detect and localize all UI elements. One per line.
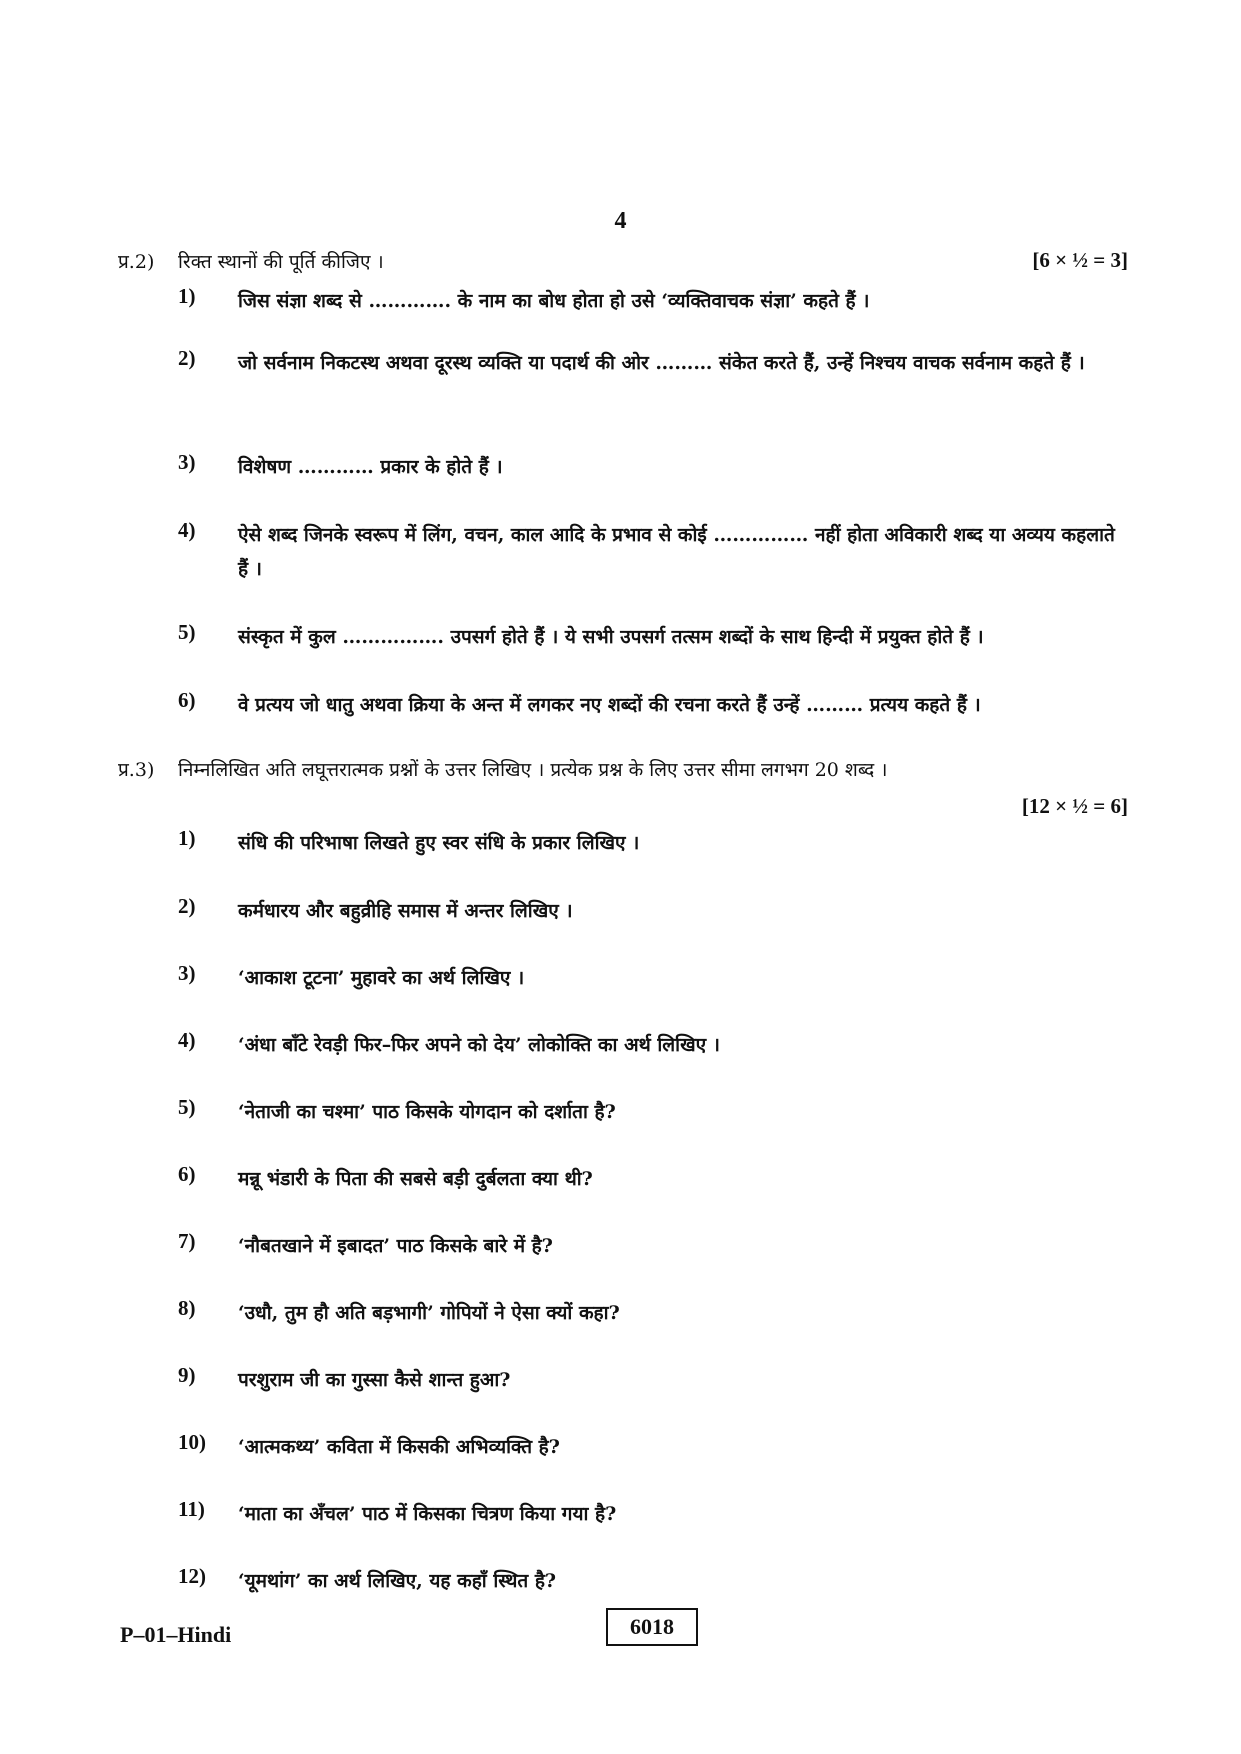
- question-2-header: [118, 248, 1128, 282]
- q3-item-3: [178, 961, 1128, 995]
- q3-item-10-number: 10): [178, 1430, 206, 1454]
- paper-number-box: 6018: [606, 1608, 698, 1646]
- q3-item-5: [178, 1095, 1128, 1129]
- q3-item-7-number: 7): [178, 1229, 196, 1253]
- question-2-marks: [6 × ½ = 3]: [1032, 248, 1128, 272]
- question-3-prompt: निम्नलिखित अति लघूत्तरात्मक प्रश्नों के उत्तर लिखिए । प्रत्येक प्रश्न के लिए उत्तर सीमा लगभग 20 शब्द ।: [178, 759, 888, 781]
- q3-item-7: [178, 1229, 1128, 1263]
- q2-item-4-number: 4): [178, 518, 196, 542]
- q3-item-12: [178, 1564, 1128, 1598]
- question-2-prompt: रिक्त स्थानों की पूर्ति कीजिए ।: [178, 251, 384, 273]
- q2-item-2-text: जो सर्वनाम निकटस्थ अथवा दूरस्थ व्यक्ति या पदार्थ की ओर ……… संकेत करते हैं, उन्हें निश्चय वाचक सर्वनाम कहते हैं ।: [238, 352, 1085, 374]
- q3-item-12-text: ‘यूमथांग’ का अर्थ लिखिए, यह कहाँ स्थित है?: [238, 1570, 557, 1592]
- q2-item-4: [178, 518, 1128, 586]
- q2-item-3-text: विशेषण ………… प्रकार के होते हैं ।: [238, 456, 503, 478]
- q3-item-3-number: 3): [178, 961, 196, 985]
- q3-item-9-text: परशुराम जी का गुस्सा कैसे शान्त हुआ?: [238, 1369, 511, 1391]
- q3-item-11-number: 11): [178, 1497, 205, 1521]
- q3-item-4: [178, 1028, 1128, 1062]
- q3-item-4-number: 4): [178, 1028, 196, 1052]
- q2-item-4-text: ऐसे शब्द जिनके स्वरूप में लिंग, वचन, काल आदि के प्रभाव से कोई …………… नहीं होता अविकारी शब्द या अव्यय कहलाते हैं ।: [238, 524, 1115, 580]
- question-3-label: प्र.3): [118, 759, 155, 781]
- q3-item-10: [178, 1430, 1128, 1464]
- question-3-marks: [12 × ½ = 6]: [1021, 794, 1128, 818]
- q3-item-5-number: 5): [178, 1095, 196, 1119]
- q3-item-7-text: ‘नौबतखाने में इबादत’ पाठ किसके बारे में है?: [238, 1235, 553, 1257]
- q3-item-1-text: संधि की परिभाषा लिखते हुए स्वर संधि के प्रकार लिखिए ।: [238, 832, 640, 854]
- q2-item-3-number: 3): [178, 450, 196, 474]
- q2-item-1-number: 1): [178, 284, 196, 308]
- q3-item-11-text: ‘माता का अँचल’ पाठ में किसका चित्रण किया गया है?: [238, 1503, 617, 1525]
- q3-item-8: [178, 1296, 1128, 1330]
- q3-item-9-number: 9): [178, 1363, 196, 1387]
- q3-item-2-number: 2): [178, 894, 196, 918]
- q3-item-9: [178, 1363, 1128, 1397]
- q3-item-11: [178, 1497, 1128, 1531]
- q2-item-6-text: वे प्रत्यय जो धातु अथवा क्रिया के अन्त में लगकर नए शब्दों की रचना करते हैं उन्हें ……… प्रत्यय कहते हैं ।: [238, 694, 981, 716]
- q3-item-10-text: ‘आत्मकथ्य’ कविता में किसकी अभिव्यक्ति है?: [238, 1436, 560, 1458]
- q2-item-6: [178, 688, 1128, 722]
- page-number: 4: [614, 208, 627, 234]
- q3-item-8-number: 8): [178, 1296, 196, 1320]
- q3-item-2: [178, 894, 1128, 928]
- q2-item-5-number: 5): [178, 620, 196, 644]
- q2-item-1-text: जिस संज्ञा शब्द से …………. के नाम का बोध होता हो उसे ‘व्यक्तिवाचक संज्ञा’ कहते हैं ।: [238, 290, 870, 312]
- q3-item-6-text: मन्नू भंडारी के पिता की सबसे बड़ी दुर्बलता क्या थी?: [238, 1168, 593, 1190]
- q2-item-2: [178, 346, 1128, 380]
- q2-item-1: [178, 284, 1128, 318]
- question-2-label: प्र.2): [118, 251, 155, 273]
- q3-item-1: [178, 826, 1128, 860]
- q2-item-3: [178, 450, 1128, 484]
- q3-item-5-text: ‘नेताजी का चश्मा’ पाठ किसके योगदान को दर्शाता है?: [238, 1101, 616, 1123]
- question-3-header: [118, 756, 1128, 828]
- q3-item-3-text: ‘आकाश टूटना’ मुहावरे का अर्थ लिखिए ।: [238, 967, 525, 989]
- q3-item-6-number: 6): [178, 1162, 196, 1186]
- q3-item-1-number: 1): [178, 826, 196, 850]
- q3-item-2-text: कर्मधारय और बहुव्रीहि समास में अन्तर लिखिए ।: [238, 900, 573, 922]
- q3-item-12-number: 12): [178, 1564, 206, 1588]
- q3-item-8-text: ‘उधौ, तुम हौ अति बड़भागी’ गोपियों ने ऐसा क्यों कहा?: [238, 1302, 620, 1324]
- q2-item-5: [178, 620, 1128, 654]
- q3-item-6: [178, 1162, 1128, 1196]
- paper-code: P–01–Hindi: [120, 1622, 232, 1647]
- q2-item-2-number: 2): [178, 346, 196, 370]
- q2-item-6-number: 6): [178, 688, 196, 712]
- q2-item-5-text: संस्कृत में कुल ……………. उपसर्ग होते हैं । ये सभी उपसर्ग तत्सम शब्दों के साथ हिन्दी में प्रयुक्त होते हैं ।: [238, 626, 984, 648]
- q3-item-4-text: ‘अंधा बाँटे रेवड़ी फिर–फिर अपने को देय’ लोकोक्ति का अर्थ लिखिए ।: [238, 1034, 720, 1056]
